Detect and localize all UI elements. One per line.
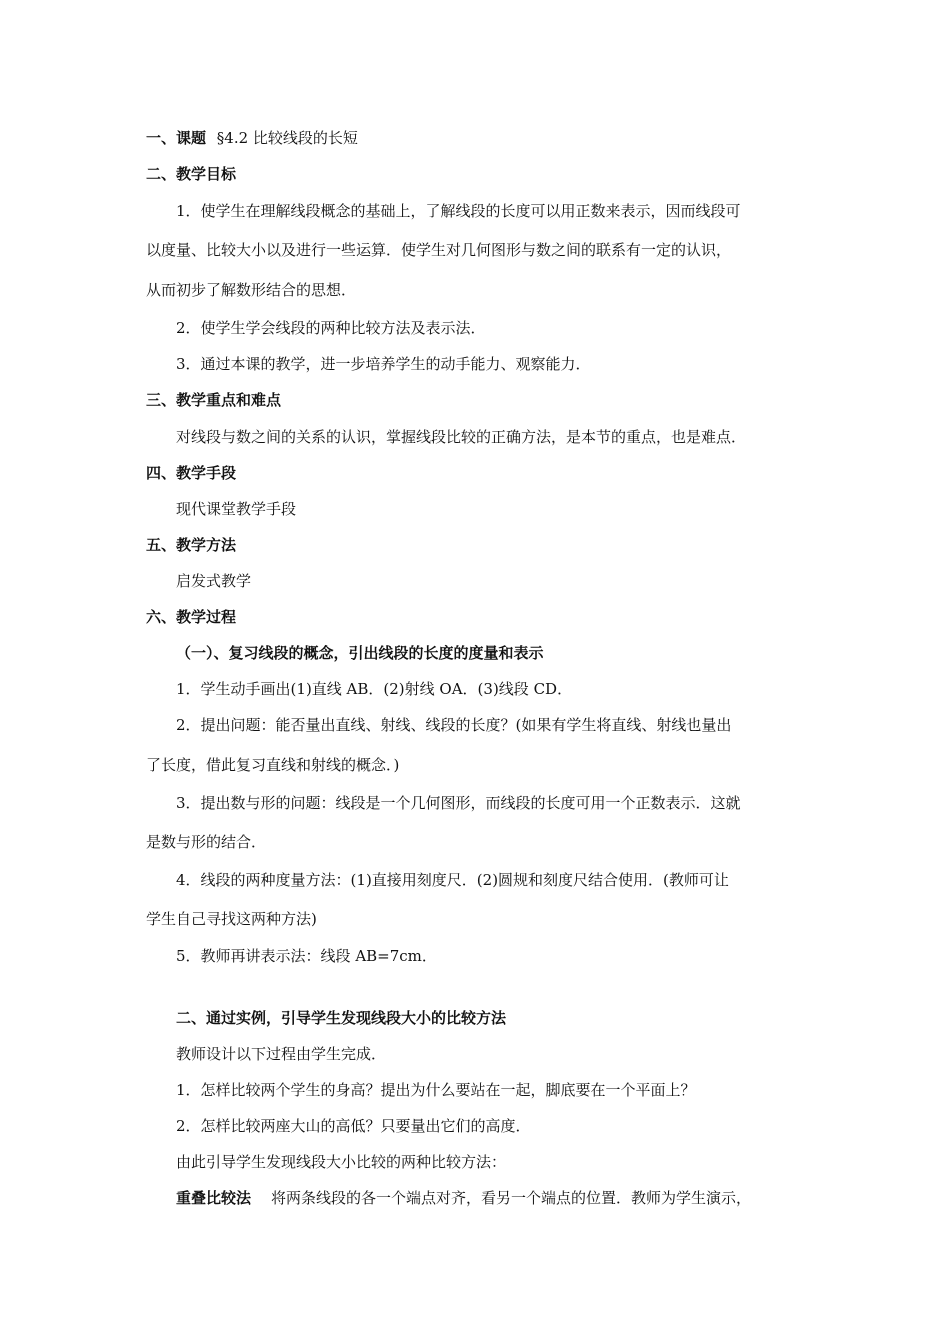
review-step-4-line-2: 学生自己寻找这两种方法) [146,910,317,928]
teaching-method-text: 启发式教学 [176,572,252,590]
review-step-5: 5．教师再讲表示法：线段 AB=7cm． [176,947,437,965]
subsection-2-heading: 二、通过实例，引导学生发现线段大小的比较方法 [176,1009,507,1027]
review-step-1: 1．学生动手画出(1)直线 AB．(2)射线 OA．(3)线段 CD． [176,680,573,698]
practice-question-1: 1．怎样比较两个学生的身高？提出为什么要站在一起，脚底要在一个平面上？ [176,1081,696,1099]
review-step-2-line-1: 2．提出问题：能否量出直线、射线、线段的长度？(如果有学生将直线、射线也量出 [176,716,732,734]
section-5-heading: 五、教学方法 [146,536,237,554]
section-3-heading: 三、教学重点和难点 [146,391,282,409]
section-1-heading: 一、课题 [146,129,207,147]
review-step-3-line-2: 是数与形的结合． [146,833,267,851]
subsection-1-heading: （一）、复习线段的概念，引出线段的长度的度量和表示 [176,644,544,662]
review-step-2-line-2: 了长度，借此复习直线和射线的概念．) [146,756,400,774]
section-4-heading: 四、教学手段 [146,464,237,482]
goal-3: 3．通过本课的教学，进一步培养学生的动手能力、观察能力． [176,355,591,373]
overlap-method-text: 将两条线段的各一个端点对齐，看另一个端点的位置．教师为学生演示， [271,1189,752,1207]
overlap-method-label: 重叠比较法 [176,1189,252,1207]
teaching-means-text: 现代课堂教学手段 [176,500,297,518]
practice-conclusion: 由此引导学生发现线段大小比较的两种比较方法： [176,1153,507,1171]
section-6-heading: 六、教学过程 [146,608,237,626]
lesson-title: §4.2 比较线段的长短 [216,129,358,147]
goal-1-line-1: 1．使学生在理解线段概念的基础上，了解线段的长度可以用正数来表示，因而线段可 [176,202,741,220]
goal-1-line-3: 从而初步了解数形结合的思想． [146,281,357,299]
review-step-3-line-1: 3．提出数与形的问题：线段是一个几何图形，而线段的长度可用一个正数表示．这就 [176,794,741,812]
overlap-method-line [176,1188,751,1208]
section-1-line [146,128,358,148]
section-2-heading: 二、教学目标 [146,165,237,183]
goal-1-line-2: 以度量、比较大小以及进行一些运算．使学生对几何图形与数之间的联系有一定的认识， [146,241,732,259]
practice-intro: 教师设计以下过程由学生完成． [176,1045,387,1063]
review-step-4-line-1: 4．线段的两种度量方法：(1)直接用刻度尺．(2)圆规和刻度尺结合使用．(教师可让 [176,871,729,889]
goal-2: 2．使学生学会线段的两种比较方法及表示法． [176,319,486,337]
practice-question-2: 2．怎样比较两座大山的高低？只要量出它们的高度． [176,1117,531,1135]
key-points-text: 对线段与数之间的关系的认识，掌握线段比较的正确方法，是本节的重点，也是难点． [176,428,747,446]
